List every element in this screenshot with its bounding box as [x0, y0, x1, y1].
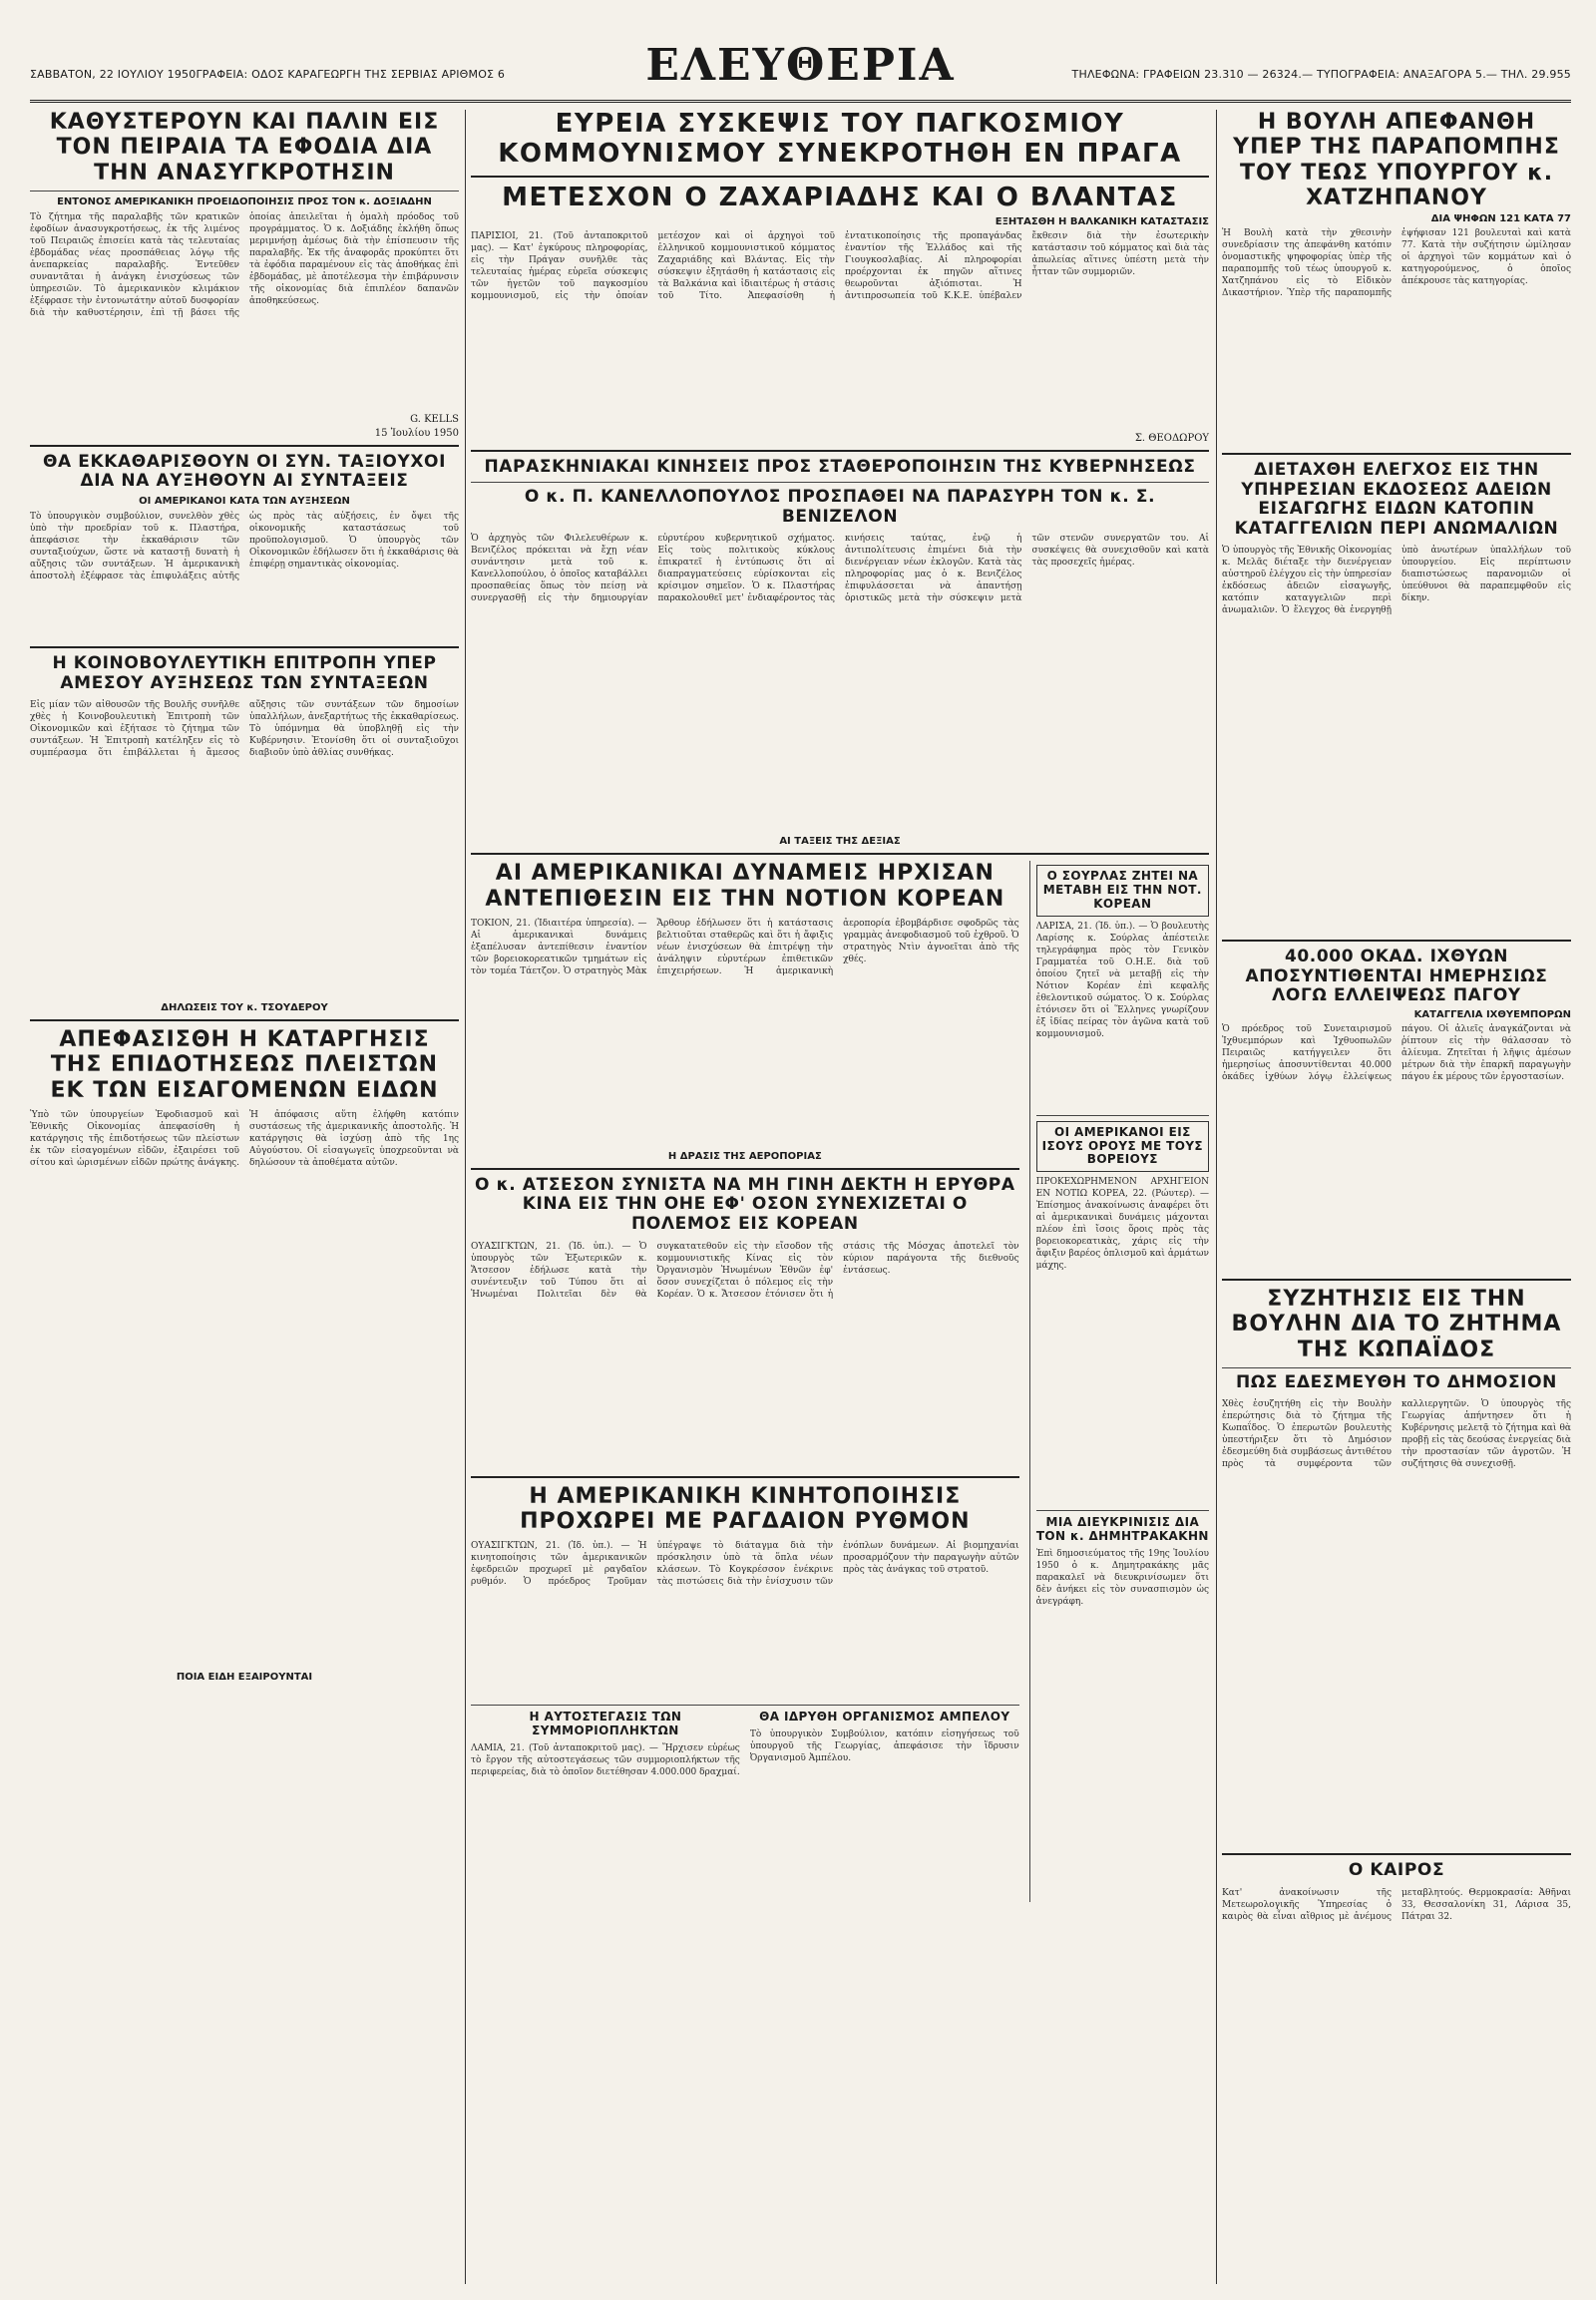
- article-headline: ΟΙ ΑΜΕΡΙΚΑΝΟΙ ΕΙΣ ΙΣΟΥΣ ΟΡΟΥΣ ΜΕ ΤΟΥΣ ΒΟΡΕΙΟΥΣ: [1041, 1124, 1204, 1167]
- article-body: Ἐπὶ δημοσιεύματος τῆς 19ης Ἰουλίου 1950 ὁ κ. Δημητρακάκης μᾶς παρακαλεῖ νὰ διευκρινίσωμεν ὅτι δὲν ἀνήκει εἰς τὸν συνασπισμὸν ὡς ἀνεγράφη.: [1035, 1548, 1209, 1607]
- article-subheadline: ΚΑΤΑΓΓΕΛΙΑ ΙΧΘΥΕΜΠΟΡΩΝ: [1413, 1009, 1571, 1021]
- article-headline: ΑΠΕΦΑΣΙΣΘΗ Η ΚΑΤΑΡΓΗΣΙΣ ΤΗΣ ΕΠΙΔΟΤΗΣΕΩΣ ΠΛΕΙΣΤΩΝ ΕΚ ΤΩΝ ΕΙΣΑΓΟΜΕΝΩΝ ΕΙΔΩΝ: [50, 1027, 439, 1103]
- column-rule: [465, 110, 466, 2284]
- divider: [471, 176, 1209, 178]
- divider: [30, 1019, 459, 1021]
- divider: [1036, 1510, 1209, 1511]
- column-center: [471, 110, 1209, 1902]
- article-headline: ΚΑΘΥΣΤΕΡΟΥΝ ΚΑΙ ΠΑΛΙΝ ΕΙΣ ΤΟΝ ΠΕΙΡΑΙΑ ΤΑ ΕΦΟΔΙΑ ΔΙΑ ΤΗΝ ΑΝΑΣΥΓΚΡΟΤΗΣΙΝ: [49, 110, 440, 186]
- article-headline: Η ΚΟΙΝΟΒΟΥΛΕΥΤΙΚΗ ΕΠΙΤΡΟΠΗ ΥΠΕΡ ΑΜΕΣΟΥ ΑΥΞΗΣΕΩΣ ΤΩΝ ΣΥΝΤΑΞΕΩΝ: [52, 652, 437, 693]
- column-rule: [1216, 110, 1217, 2284]
- article-subheadline: ΕΞΗΤΑΣΘΗ Η ΒΑΛΚΑΝΙΚΗ ΚΑΤΑΣΤΑΣΙΣ: [995, 215, 1209, 227]
- weather-body: Κατ' ἀνακοίνωσιν τῆς Μετεωρολογικῆς Ὑπηρεσίας ὁ καιρὸς θὰ εἶναι αἴθριος μὲ ἀνέμους μεταβλητούς. Θερμοκρασία: Ἀθῆναι 33, Θεσσαλονίκη 31, Λάρισα 35, Πάτραι 32.: [1222, 1888, 1571, 1922]
- divider: [471, 1705, 1019, 1706]
- article-headline-secondary: Ο κ. Π. ΚΑΝΕΛΛΟΠΟΥΛΟΣ ΠΡΟΣΠΑΘΕΙ ΝΑ ΠΑΡΑΣΥΡΗ ΤΟΝ κ. Σ. ΒΕΝΙΖΕΛΟΝ: [524, 487, 1156, 527]
- article-subheadline: ΔΙΑ ΨΗΦΩΝ 121 ΚΑΤΑ 77: [1430, 213, 1571, 225]
- divider: [1222, 940, 1571, 942]
- article-subheadline: ΑΙ ΤΑΞΕΙΣ ΤΗΣ ΔΕΞΙΑΣ: [779, 836, 901, 848]
- article-body: Ὁ ὑπουργὸς τῆς Ἐθνικῆς Οἰκονομίας κ. Μελᾶς διέταξε τὴν διενέργειαν αὐστηροῦ ἐλέγχου εἰς τὴν ὑπηρεσίαν ἐκδόσεως ἀδειῶν εἰσαγωγῆς, κατόπιν καταγγελιῶν περὶ ἀνωμαλιῶν. Ὁ ἔλεγχος θὰ ἐνεργηθῇ ὑπὸ ἀνωτέρων ὑπαλλήλων τοῦ ὑπουργείου. Εἰς περίπτωσιν διαπιστώσεως παρανομιῶν οἱ ὑπεύθυνοι θὰ παραπεμφθοῦν εἰς δίκην.: [1222, 546, 1571, 616]
- article-body: ΤΟΚΙΟΝ, 21. (Ἰδιαιτέρα ὑπηρεσία). — Αἱ ἀμερικανικαὶ δυνάμεις ἐξαπέλυσαν ἀντεπίθεσιν ἐναντίον τῶν βορειοκορεατικῶν τμημάτων εἰς τὸν τομέα Τάετζον. Ὁ στρατηγὸς Μὰκ Ἄρθουρ ἐδήλωσεν ὅτι ἡ κατάστασις βελτιοῦται σταθερῶς καὶ ὅτι ἡ ἄφιξις νέων ἐνισχύσεων θὰ ἐπιτρέψῃ τὴν ἀνάληψιν εὐρυτέρων ἐπιθετικῶν ἐπιχειρήσεων. Ἡ ἀμερικανικὴ ἀεροπορία ἐβομβάρδισε σφοδρῶς τὰς γραμμὰς ἀνεφοδιασμοῦ τοῦ ἐχθροῦ. Ὁ στρατηγὸς Ντὶν ἀγνοεῖται ἀπὸ τῆς χθές.: [471, 918, 1019, 976]
- article-body: ΠΑΡΙΣΙΟΙ, 21. (Τοῦ ἀνταποκριτοῦ μας). — Κατ' ἐγκύρους πληροφορίας, εἰς τὴν Πράγαν συνῆλθε τὰς τελευταίας ἡμέρας εὐρεῖα σύσκεψις τῶν ἡγετῶν τοῦ παγκοσμίου κομμουνισμοῦ, εἰς τὴν ὁποίαν μετέσχον καὶ οἱ ἀρχηγοὶ τοῦ ἑλληνικοῦ κομμουνιστικοῦ κόμματος Ζαχαριάδης καὶ Βλάντας. Εἰς τὴν σύσκεψιν ἐξητάσθη ἡ κατάστασις εἰς τὰ Βαλκάνια καὶ ἰδιαιτέρως ἡ στάσις τοῦ Τίτο. Ἀπεφασίσθη ἡ ἐντατικοποίησις τῆς προπαγάνδας ἐναντίον τῆς Ἑλλάδος καὶ τῆς Γιουγκοσλαβίας. Αἱ πληροφορίαι προέρχονται ἐκ πηγῶν αἵτινες θεωροῦνται ἀξιόπισται. Ἡ ἀντιπροσωπεία τοῦ Κ.Κ.Ε. ὑπέβαλεν ἔκθεσιν διὰ τὴν ἐσωτερικὴν κατάστασιν τοῦ κόμματος καὶ διὰ τὰς ἀπωλείας αἵτινες ὑπέστη μετὰ τὴν ἧτταν τῶν συμμοριῶν.: [471, 230, 1209, 301]
- article-subheadline: ΠΟΙΑ ΕΙΔΗ ΕΞΑΙΡΟΥΝΤΑΙ: [176, 1671, 313, 1683]
- masthead-phones-line: ΤΗΛΕΦΩΝΑ: ΓΡΑΦΕΙΩΝ 23.310 — 26324.— ΤΥΠΟΓΡΑΦΕΙΑ: ΑΝΑΞΑΓΟΡΑ 5.— ΤΗΛ. 29.955: [1071, 68, 1571, 81]
- short-item: [471, 1711, 740, 1902]
- divider: [1222, 1367, 1571, 1368]
- article-headline: Η ΑΥΤΟΣΤΕΓΑΣΙΣ ΤΩΝ ΣΥΜΜΟΡΙΟΠΛΗΚΤΩΝ: [529, 1710, 682, 1737]
- divider: [30, 646, 459, 648]
- korea-section: [471, 861, 1019, 1901]
- side-briefs: [1029, 861, 1209, 1901]
- article-headline: Ο ΣΟΥΡΛΑΣ ΖΗΤΕΙ ΝΑ ΜΕΤΑΒΗ ΕΙΣ ΤΗΝ ΝΟΤ. ΚΟΡΕΑΝ: [1042, 869, 1202, 911]
- article-headline: ΠΑΡΑΣΚΗΝΙΑΚΑΙ ΚΙΝΗΣΕΙΣ ΠΡΟΣ ΣΤΑΘΕΡΟΠΟΙΗΣΙΝ ΤΗΣ ΚΥΒΕΡΝΗΣΕΩΣ: [484, 456, 1196, 477]
- article-headline: ΘΑ ΕΚΚΑΘΑΡΙΣΘΟΥΝ ΟΙ ΣΥΝ. ΤΑΞΙΟΥΧΟΙ ΔΙΑ ΝΑ ΑΥΞΗΘΟΥΝ ΑΙ ΣΥΝΤΑΞΕΙΣ: [42, 451, 447, 492]
- article-body: Ἡ Βουλὴ κατὰ τὴν χθεσινὴν συνεδρίασιν της ἀπεφάνθη κατόπιν ὀνομαστικῆς ψηφοφορίας ὑπὲρ τῆς παραπομπῆς τοῦ τέως ὑπουργοῦ κ. Χατζηπάνου εἰς τὸ Εἰδικὸν Δικαστήριον. Ὑπὲρ τῆς παραπομπῆς ἐψήφισαν 121 βουλευταὶ καὶ κατὰ 77. Κατὰ τὴν συζήτησιν ὡμίλησαν οἱ ἀρχηγοὶ τῶν κομμάτων καὶ ὁ κατηγορούμενος, ὁ ὁποῖος ἀπέκρουσε τὰς κατηγορίας.: [1222, 228, 1571, 299]
- column-right: [1222, 110, 1571, 2007]
- divider: [30, 445, 459, 447]
- article-subheadline: ΕΝΤΟΝΟΣ ΑΜΕΡΙΚΑΝΙΚΗ ΠΡΟΕΙΔΟΠΟΙΗΣΙΣ ΠΡΟΣ ΤΟΝ κ. ΔΟΞΙΑΔΗΝ: [57, 195, 432, 207]
- column-left: [30, 110, 459, 1687]
- lead-headline: ΕΥΡΕΙΑ ΣΥΣΚΕΨΙΣ ΤΟΥ ΠΑΓΚΟΣΜΙΟΥ ΚΟΜΜΟΥΝΙΣΜΟΥ ΣΥΝΕΚΡΟΤΗΘΗ ΕΝ ΠΡΑΓΑ: [498, 109, 1182, 169]
- article-body: Ὁ ἀρχηγὸς τῶν Φιλελευθέρων κ. Βενιζέλος πρόκειται νὰ ἔχῃ νέαν συνάντησιν μετὰ τοῦ κ. Κανελλοπούλου, ὁ ὁποῖος καταβάλλει προσπαθείας ὅπως τὸν πείσῃ νὰ συνεργασθῇ εἰς τὴν δημιουργίαν εὐρυτέρου κυβερνητικοῦ σχήματος. Εἰς τοὺς πολιτικοὺς κύκλους ἐπικρατεῖ ἡ ἐντύπωσις ὅτι αἱ διαπραγματεύσεις εὑρίσκονται εἰς κρίσιμον σημεῖον. Ὁ κ. Πλαστήρας παρακολουθεῖ μετ' ἐνδιαφέροντος τὰς κινήσεις ταύτας, ἐνῷ ἡ ἀντιπολίτευσις ἐπιμένει διὰ τὴν διενέργειαν νέων ἐκλογῶν. Κατὰ τὰς πληροφορίας μας ὁ κ. Βενιζέλος ἐπιφυλάσσεται νὰ ἀπαντήσῃ ὁριστικῶς μετὰ τὴν σύσκεψιν μετὰ τῶν στενῶν συνεργατῶν του. Αἱ συσκέψεις θὰ συνεχισθοῦν καὶ κατὰ τὰς προσεχεῖς ἡμέρας.: [471, 534, 1209, 604]
- lower-center-section: [471, 861, 1209, 1901]
- article-headline: ΑΙ ΑΜΕΡΙΚΑΝΙΚΑΙ ΔΥΝΑΜΕΙΣ ΗΡΧΙΣΑΝ ΑΝΤΕΠΙΘΕΣΙΝ ΕΙΣ ΤΗΝ ΝΟΤΙΟΝ ΚΟΡΕΑΝ: [485, 861, 1005, 912]
- article-body: Τὸ ζήτημα τῆς παραλαβῆς τῶν κρατικῶν ἐφοδίων ἀνασυγκροτήσεως, ἐκ τῆς λιμένος τοῦ Πειραιῶς ἐπισείει κατὰ τὰς τελευταίας ἐβδομάδας νέας προσπάθειας λόγῳ τῆς ἀνεπαρκείας παραλαβῆς. Ἐντεῦθεν συναντᾶται ἡ ἀνάγκη ἐνισχύσεως τῶν ὑπηρεσιῶν. Τὸ ἀμερικανικὸν κλιμάκιον ἐξέφρασε τὴν ἐντονωτάτην αὐτοῦ δυσφορίαν διὰ τὴν καθυστέρησιν, ἐπὶ τῇ βάσει τῆς ὁποίας ἀπειλεῖται ἡ ὁμαλὴ πρόοδος τοῦ προγράμματος. Ὁ κ. Δοξιάδης ἐκλήθη ὅπως μεριμνήσῃ ἀμέσως διὰ τὴν ἐπίσπευσιν τῆς παραλαβῆς. Ἐκ τῆς ἀναφορᾶς προκύπτει ὅτι τὰ ἐφόδια παραμένουν εἰς τὰς ἀποθήκας ἐπὶ ἑβδομάδας, μὲ ἀποτέλεσμα τὴν ἐπιβάρυνσιν τῆς οἰκονομίας διὰ ἐπιπλέον δαπανῶν ἀποθηκεύσεως.: [30, 211, 459, 318]
- article-headline: ΜΙΑ ΔΙΕΥΚΡΙΝΙΣΙΣ ΔΙΑ ΤΟΝ κ. ΔΗΜΗΤΡΑΚΑΚΗΝ: [1035, 1515, 1209, 1543]
- article-headline: Ο κ. ΑΤΣΕΣΟΝ ΣΥΝΙΣΤΑ ΝΑ ΜΗ ΓΙΝΗ ΔΕΚΤΗ Η ΕΡΥΘΡΑ ΚΙΝΑ ΕΙΣ ΤΗΝ ΟΗΕ ΕΦ' ΟΣΟΝ ΣΥΝΕΧΙΖΕΤΑΙ Ο ΠΟΛΕΜΟΣ ΕΙΣ ΚΟΡΕΑΝ: [475, 1174, 1015, 1234]
- article-body: ΛΑΜΙΑ, 21. (Τοῦ ἀνταποκριτοῦ μας). — Ἤρχισεν εὐρέως τὸ ἔργον τῆς αὐτοστεγάσεως τῶν συμμοριοπλήκτων τῆς περιφερείας, διὰ τὸ ὁποῖον διετέθησαν 4.000.000 δραχμαί.: [471, 1742, 740, 1777]
- masthead: [30, 40, 1571, 103]
- divider: [471, 1168, 1019, 1170]
- article-body: ΟΥΑΣΙΓΚΤΩΝ, 21. (Ἰδ. ὑπ.). — Ἡ κινητοποίησις τῶν ἀμερικανικῶν ἐφεδρειῶν προχωρεῖ μὲ ραγδαῖον ρυθμόν. Ὁ πρόεδρος Τροῦμαν ὑπέγραψε τὸ διάταγμα διὰ τὴν πρόσκλησιν ὑπὸ τὰ ὅπλα νέων κλάσεων. Τὸ Κογκρέσσον ἐνέκρινε τὰς πιστώσεις διὰ τὴν ἐνίσχυσιν τῶν ἐνόπλων δυνάμεων. Αἱ βιομηχανίαι προσαρμόζουν τὴν παραγωγὴν αὐτῶν πρὸς τὰς ἀνάγκας τοῦ στρατοῦ.: [471, 1541, 1019, 1588]
- article-subheadline: Η ΔΡΑΣΙΣ ΤΗΣ ΑΕΡΟΠΟΡΙΑΣ: [667, 1150, 822, 1162]
- divider: [471, 853, 1209, 855]
- article-headline: ΘΑ ΙΔΡΥΘΗ ΟΡΓΑΝΙΣΜΟΣ ΑΜΠΕΛΟΥ: [759, 1710, 1010, 1725]
- divider: [1222, 1853, 1571, 1855]
- article-body: Ὁ πρόεδρος τοῦ Συνεταιρισμοῦ Ἰχθυεμπόρων καὶ Ἰχθυοπωλῶν Πειραιῶς κατήγγειλεν ὅτι ἡμερησίως ἀποσυντίθενται 40.000 ὀκάδες ἰχθύων λόγῳ ἐλλείψεως πάγου. Οἱ ἁλιεῖς ἀναγκάζονται νὰ ῥίπτουν εἰς τὴν θάλασσαν τὸ ἀλίευμα. Ζητεῖται ἡ λῆψις ἀμέσων μέτρων διὰ τὴν ἐπαρκῆ παραγωγὴν πάγου ἐκ μέρους τῶν ἐργοστασίων.: [1222, 1024, 1571, 1083]
- divider: [30, 191, 459, 192]
- brief-box: [1036, 1121, 1209, 1172]
- article-body: ΠΡΟΚΕΧΩΡΗΜΕΝΟΝ ΑΡΧΗΓΕΙΟΝ ΕΝ ΝΟΤΙΩ ΚΟΡΕΑ, 22. (Ρώυτερ). — Ἐπίσημος ἀνακοίνωσις ἀναφέρει ὅτι αἱ ἀμερικανικαὶ δυνάμεις μάχονται πλέον ἐπὶ ἴσοις ὅροις πρὸς τὰς βορειοκορεατικὰς, χάρις εἰς τὴν ἄφιξιν βαρέος ὁπλισμοῦ καὶ ἀρμάτων μάχης.: [1035, 1177, 1209, 1272]
- article-headline: Η ΑΜΕΡΙΚΑΝΙΚΗ ΚΙΝΗΤΟΠΟΙΗΣΙΣ ΠΡΟΧΩΡΕΙ ΜΕ ΡΑΓΔΑΙΟΝ ΡΥΘΜΟΝ: [520, 1483, 971, 1534]
- article-body: ΛΑΡΙΣΑ, 21. (Ἰδ. ὑπ.). — Ὁ βουλευτὴς Λαρίσης κ. Σούρλας ἀπέστειλε τηλεγράφημα πρὸς τὸν Γενικὸν Γραμματέα τοῦ Ο.Η.Ε. διὰ τοῦ ὁποίου ζητεῖ νὰ μεταβῇ εἰς τὴν Νότιον Κορέαν ἐπὶ κεφαλῆς ἐθελοντικοῦ σώματος. Ὁ κ. Σούρλας ἐτόνισεν ὅτι οἱ Ἕλληνες γνωρίζουν ἐξ ἰδίας πείρας τὸν ἀγῶνα κατὰ τοῦ κομμουνισμοῦ.: [1035, 921, 1209, 1039]
- brief-box: [1036, 865, 1209, 916]
- divider: [471, 482, 1209, 483]
- article-headline: 40.000 ΟΚΑΔ. ΙΧΘΥΩΝ ΑΠΟΣΥΝΤΙΘΕΝΤΑΙ ΗΜΕΡΗΣΙΩΣ ΛΟΓΩ ΕΛΛΕΙΨΕΩΣ ΠΑΓΟΥ: [1245, 947, 1548, 1006]
- article-body: Τὸ ὑπουργικὸν Συμβούλιον, κατόπιν εἰσηγήσεως τοῦ ὑπουργοῦ τῆς Γεωργίας, ἀπεφάσισε τὴν ἵδρυσιν Ὀργανισμοῦ Ἀμπέλου.: [749, 1728, 1019, 1763]
- article-body: Ὑπὸ τῶν ὑπουργείων Ἐφοδιασμοῦ καὶ Ἐθνικῆς Οἰκονομίας ἀπεφασίσθη ἡ κατάργησις τῆς ἐπιδοτήσεως τῶν πλείστων ἐκ τῶν εἰσαγομένων εἰδῶν, ἐξαιρέσει τοῦ σίτου καὶ ὡρισμένων εἰδῶν πρώτης ἀνάγκης. Ἡ ἀπόφασις αὕτη ἐλήφθη κατόπιν συστάσεως τῆς ἀμερικανικῆς ἀποστολῆς. Ἡ κατάργησις θὰ ἰσχύσῃ ἀπὸ τῆς 1ης Αὐγούστου. Οἱ εἰσαγωγεῖς ὑποχρεοῦνται νὰ δηλώσουν τὰ ἀποθέματα αὐτῶν.: [30, 1109, 459, 1168]
- divider: [1222, 1279, 1571, 1281]
- newspaper-title: ΕΛΕΥΘΕΡΙΑ: [645, 40, 956, 91]
- masthead-date-line: ΣΑΒΒΑΤΟΝ, 22 ΙΟΥΛΙΟΥ 1950ΓΡΑΦΕΙΑ: ΟΔΟΣ ΚΑΡΑΓΕΩΡΓΗ ΤΗΣ ΣΕΡΒΙΑΣ ΑΡΙΘΜΟΣ 6: [30, 68, 506, 81]
- article-body: Χθὲς ἐσυζητήθη εἰς τὴν Βουλὴν ἐπερώτησις διὰ τὸ ζήτημα τῆς Κωπαΐδος. Ὁ ἐπερωτῶν βουλευτὴς ὑπεστήριξεν ὅτι τὸ Δημόσιον ἐδεσμεύθη διὰ συμβάσεως ἀντιθέτου πρὸς τὰ συμφέροντα τῶν καλλιεργητῶν. Ὁ ὑπουργὸς τῆς Γεωργίας ἀπήντησεν ὅτι ἡ Κυβέρνησις μελετᾷ τὸ ζήτημα καὶ θὰ προβῇ εἰς τὰς δεούσας ἐνεργείας διὰ τὴν προστασίαν τῶν ἀγροτῶν. Ἡ συζήτησις θὰ συνεχισθῇ.: [1222, 1399, 1571, 1470]
- article-headline-secondary: ΠΩΣ ΕΔΕΣΜΕΥΘΗ ΤΟ ΔΗΜΟΣΙΟΝ: [1236, 1371, 1557, 1392]
- article-body: ΟΥΑΣΙΓΚΤΩΝ, 21. (Ἰδ. ὑπ.). — Ὁ ὑπουργὸς τῶν Ἐξωτερικῶν κ. Ἄτσεσον ἐδήλωσε κατὰ τὴν συνέντευξιν τοῦ Τύπου ὅτι αἱ Ἡνωμέναι Πολιτεῖαι δὲν θὰ συγκατατεθοῦν εἰς τὴν εἴσοδον τῆς κομμουνιστικῆς Κίνας εἰς τὸν Ὀργανισμὸν Ἡνωμένων Ἐθνῶν ἐφ' ὅσον συνεχίζεται ὁ πόλεμος εἰς τὴν Κορέαν. Ὁ κ. Ἄτσεσον ἐτόνισεν ὅτι ἡ στάσις τῆς Μόσχας ἀποτελεῖ τὸν κύριον παράγοντα τῆς διεθνοῦς ἐντάσεως.: [471, 1241, 1019, 1300]
- article-body: Τὸ ὑπουργικὸν συμβούλιον, συνελθὸν χθὲς ὑπὸ τὴν προεδρίαν τοῦ κ. Πλαστήρα, ἀπεφάσισε τὴν ἐκκαθάρισιν τῶν συνταξιούχων, ὥστε νὰ καταστῇ δυνατὴ ἡ αὔξησις τῶν συντάξεων. Ἡ ἀμερικανικὴ ἀποστολὴ ἐξέφρασε τὰς ἐπιφυλάξεις αὐτῆς ὡς πρὸς τὰς αὐξήσεις, ἐν ὄψει τῆς οἰκονομικῆς καταστάσεως τοῦ προϋπολογισμοῦ. Ὁ ὑπουργὸς τῶν Οἰκονομικῶν ἐδήλωσεν ὅτι ἡ ἐκκαθάρισις θὰ ἐπιφέρῃ σημαντικὰς οἰκονομίας.: [30, 511, 459, 581]
- article-date: 15 Ἰουλίου 1950: [374, 427, 459, 439]
- divider: [1222, 453, 1571, 455]
- divider: [471, 1476, 1019, 1478]
- article-signature: Σ. ΘΕΟΔΩΡΟΥ: [1134, 432, 1209, 444]
- article-headline: ΔΙΕΤΑΧΘΗ ΕΛΕΓΧΟΣ ΕΙΣ ΤΗΝ ΥΠΗΡΕΣΙΑΝ ΕΚΔΟΣΕΩΣ ΑΔΕΙΩΝ ΕΙΣΑΓΩΓΗΣ ΕΙΔΩΝ ΚΑΤΟΠΙΝ ΚΑΤΑΓΓΕΛΙΩΝ ΠΕΡΙ ΑΝΩΜΑΛΙΩΝ: [1234, 460, 1559, 539]
- weather-headline: Ο ΚΑΙΡΟΣ: [1348, 1860, 1445, 1881]
- newspaper-page: [30, 40, 1571, 2284]
- article-headline: ΣΥΖΗΤΗΣΙΣ ΕΙΣ ΤΗΝ ΒΟΥΛΗΝ ΔΙΑ ΤΟ ΖΗΤΗΜΑ ΤΗΣ ΚΩΠΑΪΔΟΣ: [1231, 1287, 1562, 1362]
- article-subheadline: ΟΙ ΑΜΕΡΙΚΑΝΟΙ ΚΑΤΑ ΤΩΝ ΑΥΞΗΣΕΩΝ: [139, 495, 350, 507]
- lead-headline-secondary: ΜΕΤΕΣΧΟΝ Ο ΖΑΧΑΡΙΑΔΗΣ ΚΑΙ Ο ΒΛΑΝΤΑΣ: [502, 182, 1178, 212]
- divider: [471, 450, 1209, 452]
- short-items: [471, 1711, 1019, 1902]
- article-body: Εἰς μίαν τῶν αἰθουσῶν τῆς Βουλῆς συνῆλθε χθὲς ἡ Κοινοβουλευτικὴ Ἐπιτροπὴ τῶν Οἰκονομικῶν καὶ ἐξήτασε τὸ ζήτημα τῶν συντάξεων. Ἡ Ἐπιτροπὴ κατέληξεν εἰς τὸ συμπέρασμα ὅτι ἐπιβάλλεται ἡ ἄμεσος αὔξησις τῶν συντάξεων τῶν δημοσίων ὑπαλλήλων, ἀνεξαρτήτως τῆς ἐκκαθαρίσεως. Τὸ ὑπόμνημα θὰ ὑποβληθῇ εἰς τὴν Κυβέρνησιν. Ἐτονίσθη ὅτι οἱ συνταξιοῦχοι διαβιοῦν ὑπὸ ἀθλίας συνθήκας.: [30, 700, 459, 759]
- article-signature: G. KELLS: [410, 413, 459, 425]
- short-item: [750, 1711, 1019, 1902]
- article-subheadline: ΔΗΛΩΣΕΙΣ ΤΟΥ κ. ΤΣΟΥΔΕΡΟΥ: [161, 1002, 328, 1014]
- article-headline: Η ΒΟΥΛΗ ΑΠΕΦΑΝΘΗ ΥΠΕΡ ΤΗΣ ΠΑΡΑΠΟΜΠΗΣ ΤΟΥ ΤΕΩΣ ΥΠΟΥΡΓΟΥ κ. ΧΑΤΖΗΠΑΝΟΥ: [1233, 110, 1560, 210]
- divider: [1036, 1115, 1209, 1116]
